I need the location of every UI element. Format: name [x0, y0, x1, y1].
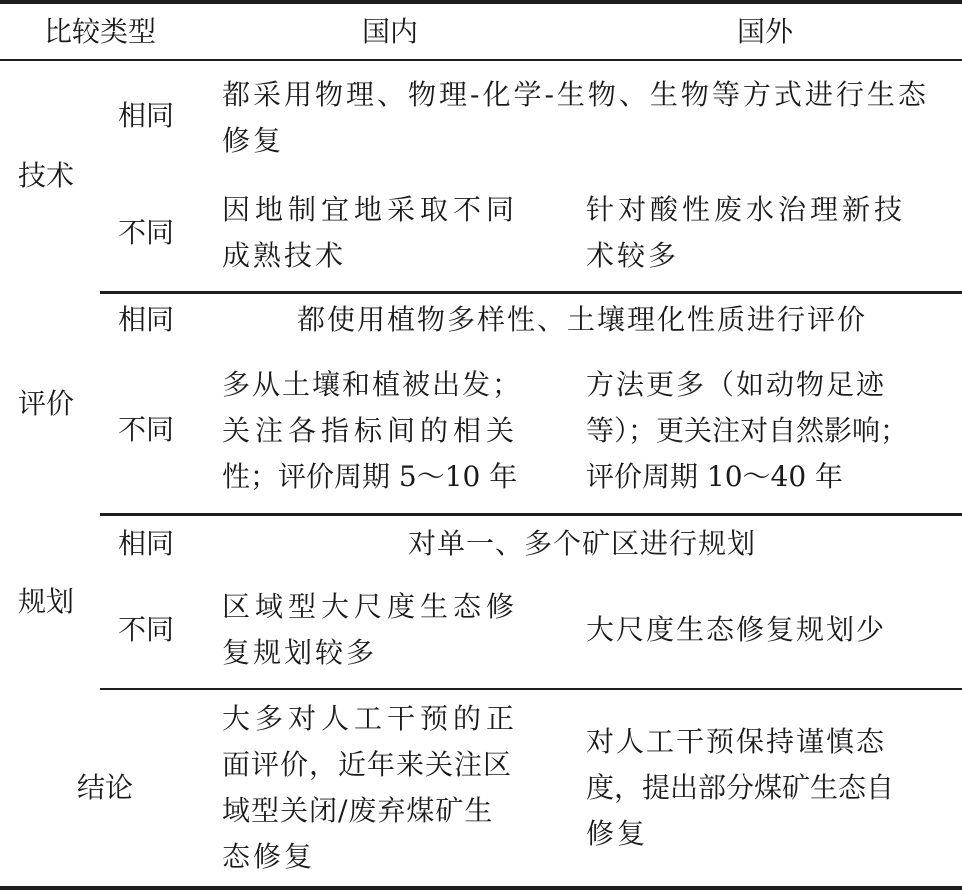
row-label-same-text: 相同 [118, 99, 175, 132]
cell-technology-domestic [222, 180, 562, 285]
cell-text-line: 复规划较多 [222, 636, 378, 669]
row-label-same-text: 相同 [118, 303, 175, 336]
cell-text-line: 态修复 [222, 840, 316, 873]
group-divider-planning [100, 688, 962, 690]
cell-text-line: 因地制宜地采取不同 [222, 192, 520, 226]
row-label-same-text: 相同 [118, 527, 175, 560]
row-label-diff-text: 不同 [118, 413, 175, 446]
cell-text-line: 大多对人工干预的正 [222, 702, 520, 735]
category-planning-text: 规划 [18, 585, 75, 618]
row-label-same [118, 294, 208, 346]
cell-text-line: 修复 [222, 124, 285, 157]
category-evaluation-text: 评价 [18, 387, 75, 420]
cell-text-line: 术较多 [586, 238, 680, 272]
header-type-text: 比较类型 [43, 14, 156, 48]
row-label-diff [118, 180, 208, 285]
category-technology [18, 61, 98, 291]
cell-text-line: 度，提出部分煤矿生态自 [586, 771, 895, 804]
header-domestic [220, 4, 560, 59]
cell-text-line: 都采用物理、物理-化学-生物、生物等方式进行生态 [222, 78, 929, 111]
cell-text-line: 多从土壤和植被出发； [222, 368, 523, 401]
table-bottom-rule [0, 886, 962, 890]
cell-text-line: 针对酸性废水治理新技 [586, 192, 907, 226]
cell-text: 对单一、多个矿区进行规划 [407, 527, 756, 560]
cell-text: 都使用植物多样性、土壤理化性质进行评价 [296, 303, 867, 336]
category-conclusion [40, 691, 170, 885]
cell-text-line: 对人工干预保持谨慎态 [586, 725, 887, 758]
cell-planning-domestic [222, 578, 562, 682]
cell-evaluation-foreign [586, 356, 956, 506]
header-domestic-text: 国内 [361, 14, 418, 48]
category-conclusion-text: 结论 [76, 771, 133, 804]
cell-text-line: 面评价，近年来关注区 [222, 748, 513, 781]
header-type [0, 4, 200, 59]
cell-text-line: 性；评价周期 5～10 年 [222, 460, 518, 493]
category-evaluation [18, 294, 98, 514]
merged-cell-planning-same [222, 516, 942, 572]
header-foreign-text: 国外 [736, 14, 793, 48]
cell-text-line: 域型关闭/废弃煤矿生 [222, 794, 494, 827]
cell-technology-foreign [586, 180, 956, 285]
row-label-same [118, 61, 208, 171]
cell-text-line: 修复 [586, 817, 649, 850]
cell-conclusion-foreign [586, 692, 956, 884]
merged-cell-evaluation-same [222, 294, 942, 346]
cell-text-line: 评价周期 10～40 年 [586, 460, 844, 493]
row-label-diff-text: 不同 [118, 215, 175, 249]
cell-text: 大尺度生态修复规划少 [586, 613, 887, 646]
cell-conclusion-domestic [222, 692, 562, 884]
cell-planning-foreign [586, 576, 956, 684]
cell-text-line: 区域型大尺度生态修 [222, 590, 520, 623]
row-label-diff [118, 350, 208, 510]
row-label-diff [118, 576, 208, 684]
category-planning [18, 516, 98, 688]
row-label-diff-text: 不同 [118, 613, 175, 646]
cell-text-line: 等）；更关注对自然影响； [586, 414, 909, 447]
cell-text-line: 方法更多（如动物足迹 [586, 368, 887, 401]
cell-text-line: 成熟技术 [222, 238, 347, 272]
cell-evaluation-domestic [222, 356, 562, 506]
merged-cell-technology-same [222, 68, 962, 168]
cell-text-line: 关注各指标间的相关 [222, 414, 520, 447]
header-foreign [580, 4, 950, 59]
row-label-same [118, 516, 208, 572]
category-technology-text: 技术 [18, 159, 75, 192]
